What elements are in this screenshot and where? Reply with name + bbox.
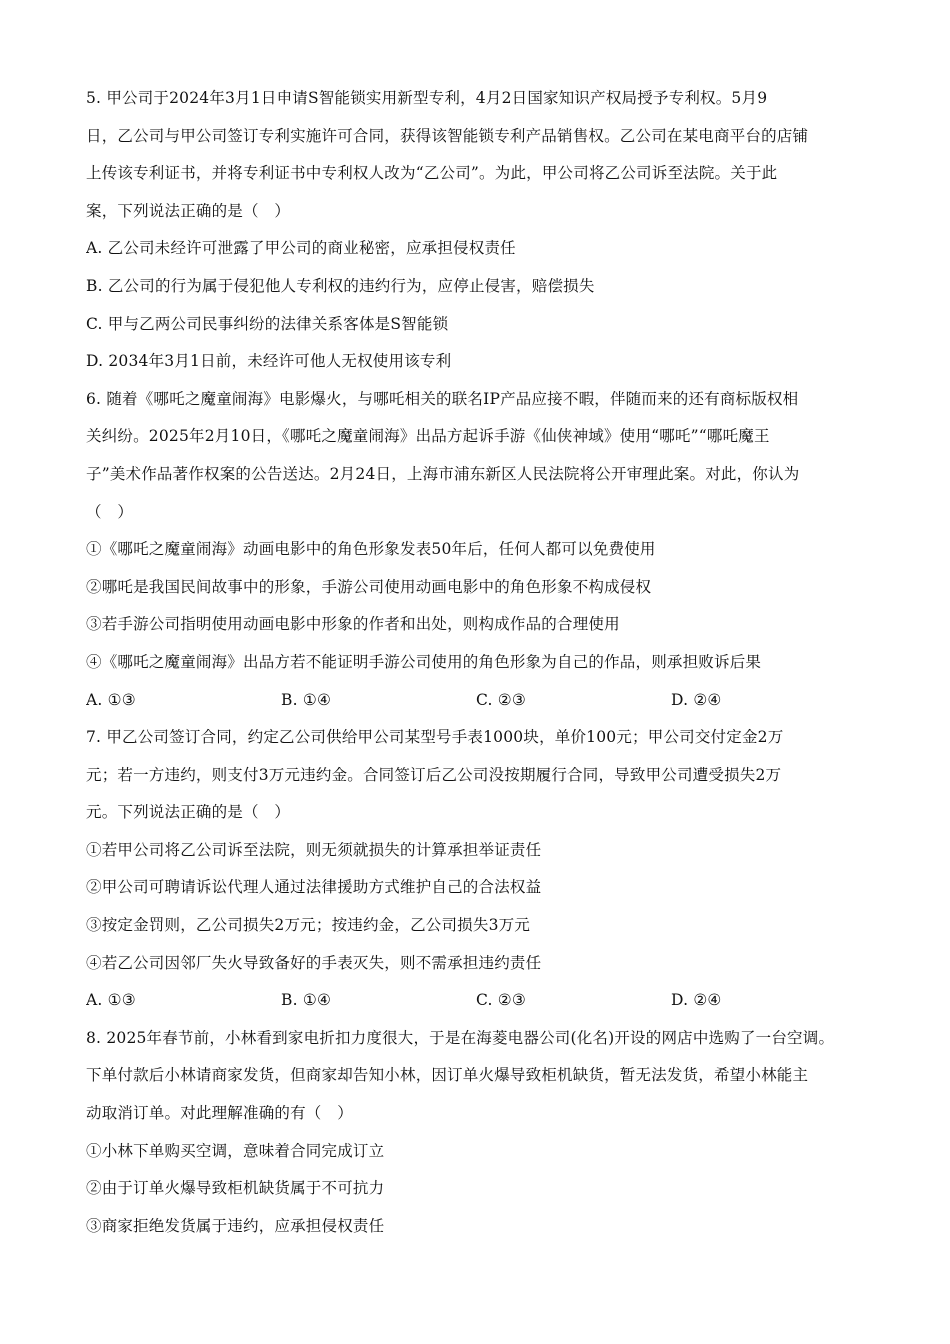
question-7-stem-line: 7. 甲乙公司签订合同，约定乙公司供给甲公司某型号手表1000块，单价100元；甲公司交付定金2万 <box>86 728 784 747</box>
question-7-stem-line: 元；若一方违约，则支付3万元违约金。合同签订后乙公司没按期履行合同，导致甲公司遭受损失2万 <box>86 765 782 784</box>
question-7-item-1: ①若甲公司将乙公司诉至法院，则无须就损失的计算承担举证责任 <box>86 840 542 859</box>
question-6-choice-b: B. ①④ <box>281 690 332 709</box>
question-7-choice-c: C. ②③ <box>476 991 526 1010</box>
question-7-stem-line: 元。下列说法正确的是（ ） <box>86 803 291 822</box>
question-6 <box>86 381 886 719</box>
question-7-choice-a: A. ①③ <box>86 991 136 1010</box>
question-6-item-3: ③若手游公司指明使用动画电影中形象的作者和出处，则构成作品的合理使用 <box>86 615 620 634</box>
question-5-stem-line: 案，下列说法正确的是（ ） <box>86 201 291 220</box>
question-6-item-1: ①《哪吒之魔童闹海》动画电影中的角色形象发表50年后，任何人都可以免费使用 <box>86 540 656 559</box>
question-6-choice-d: D. ②④ <box>671 690 722 709</box>
question-8-stem-line: 8. 2025年春节前，小林看到家电折扣力度很大，于是在海菱电器公司(化名)开设的网店中选购了一台空调。 <box>86 1028 835 1047</box>
question-6-item-2: ②哪吒是我国民间故事中的形象，手游公司使用动画电影中的角色形象不构成侵权 <box>86 577 652 596</box>
question-6-choices <box>86 682 886 720</box>
question-5-option-b: B. 乙公司的行为属于侵犯他人专利权的违约行为，应停止侵害，赔偿损失 <box>86 276 595 295</box>
question-7-choices <box>86 982 886 1020</box>
question-5-stem-line: 日，乙公司与甲公司签订专利实施许可合同，获得该智能锁专利产品销售权。乙公司在某电商平台的店铺 <box>86 126 809 145</box>
question-8-stem-line: 动取消订单。对此理解准确的有（ ） <box>86 1104 353 1123</box>
question-7-item-3: ③按定金罚则，乙公司损失2万元；按违约金，乙公司损失3万元 <box>86 916 531 935</box>
question-7-choice-b: B. ①④ <box>281 991 332 1010</box>
question-6-stem-line: 6. 随着《哪吒之魔童闹海》电影爆火，与哪吒相关的联名IP产品应接不暇，伴随而来的还有商标版权相 <box>86 389 799 408</box>
question-7-choice-d: D. ②④ <box>671 991 722 1010</box>
question-7 <box>86 719 886 1020</box>
question-8 <box>86 1020 886 1246</box>
question-8-item-1: ①小林下单购买空调，意味着合同完成订立 <box>86 1141 385 1160</box>
question-5-option-c: C. 甲与乙两公司民事纠纷的法律关系客体是S智能锁 <box>86 314 449 333</box>
question-7-item-2: ②甲公司可聘请诉讼代理人通过法律援助方式维护自己的合法权益 <box>86 878 542 897</box>
question-6-stem-line: 关纠纷。2025年2月10日，《哪吒之魔童闹海》出品方起诉手游《仙侠神域》使用“哪吒”“哪吒魔王 <box>86 427 770 446</box>
question-8-item-3: ③商家拒绝发货属于违约，应承担侵权责任 <box>86 1216 385 1235</box>
question-5-option-d: D. 2034年3月1日前，未经许可他人无权使用该专利 <box>86 352 452 371</box>
exam-page <box>86 80 886 1245</box>
question-6-stem-line: （ ） <box>86 502 134 521</box>
question-5-stem-line: 5. 甲公司于2024年3月1日申请S智能锁实用新型专利，4月2日国家知识产权局授予专利权。5月9 <box>86 89 768 107</box>
question-6-choice-a: A. ①③ <box>86 690 136 709</box>
question-6-choice-c: C. ②③ <box>476 690 526 709</box>
question-5-option-a: A. 乙公司未经许可泄露了甲公司的商业秘密，应承担侵权责任 <box>86 239 516 258</box>
question-6-stem-line: 子”美术作品著作权案的公告送达。2月24日，上海市浦东新区人民法院将公开审理此案。对此，你认为 <box>86 464 800 483</box>
question-7-item-4: ④若乙公司因邻厂失火导致备好的手表灭失，则不需承担违约责任 <box>86 953 542 972</box>
question-8-stem-line: 下单付款后小林请商家发货，但商家却告知小林，因订单火爆导致柜机缺货，暂无法发货，希望小林能主 <box>86 1066 809 1085</box>
question-5-stem-line: 上传该专利证书，并将专利证书中专利权人改为“乙公司”。为此，甲公司将乙公司诉至法院。关于此 <box>86 164 778 183</box>
question-8-item-2: ②由于订单火爆导致柜机缺货属于不可抗力 <box>86 1179 385 1198</box>
question-5 <box>86 80 886 381</box>
question-6-item-4: ④《哪吒之魔童闹海》出品方若不能证明手游公司使用的角色形象为自己的作品，则承担败诉后果 <box>86 652 762 671</box>
